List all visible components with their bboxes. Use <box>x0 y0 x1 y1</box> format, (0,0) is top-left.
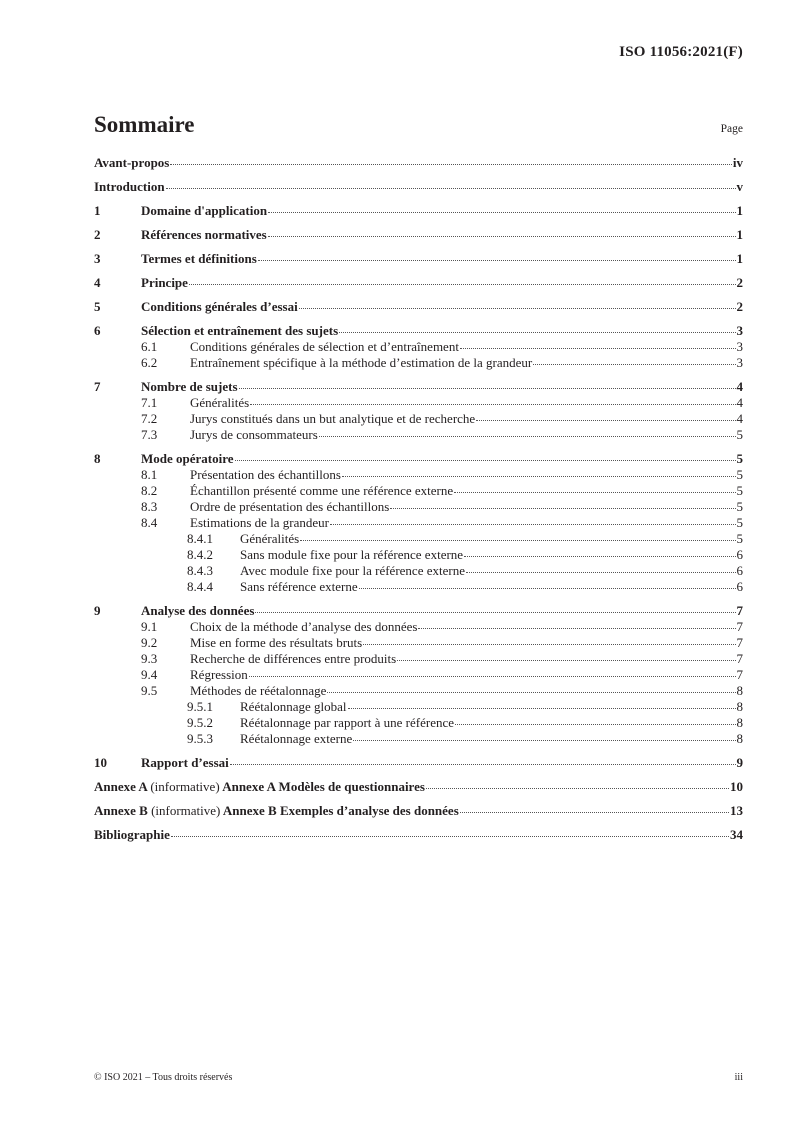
toc-entry-number: 8.3 <box>141 499 158 514</box>
toc-entry-label: Sélection et entraînement des sujets <box>141 323 339 338</box>
toc-entry[interactable] <box>94 355 743 371</box>
toc-entry[interactable] <box>94 699 743 715</box>
toc-entry[interactable] <box>94 499 743 515</box>
dot-leader <box>455 723 735 725</box>
toc-entry-page: 7 <box>736 651 743 666</box>
toc-entry[interactable] <box>94 395 743 411</box>
toc-entry[interactable] <box>94 323 743 339</box>
toc-entry-number: 8.4.2 <box>187 547 213 562</box>
toc-entry-label: Entraînement spécifique à la méthode d’estimation de la grandeur <box>190 355 533 370</box>
dot-leader <box>348 707 736 709</box>
toc-entry-label: Réétalonnage global <box>240 699 347 714</box>
toc-entry-page: 7 <box>736 667 743 682</box>
title-row <box>94 112 743 138</box>
toc-entry-number: 5 <box>94 299 101 314</box>
toc-entry[interactable] <box>94 683 743 699</box>
toc-entry-page: 8 <box>736 699 743 714</box>
dot-leader <box>268 211 735 213</box>
toc-entry-page: 5 <box>736 483 743 498</box>
dot-leader <box>230 763 736 765</box>
dot-leader <box>171 835 729 837</box>
toc-entry[interactable] <box>94 603 743 619</box>
toc-entry-page: 5 <box>736 467 743 482</box>
toc-entry-label: Présentation des échantillons <box>190 467 341 482</box>
toc-entry[interactable] <box>94 531 743 547</box>
toc-annex-entry[interactable] <box>94 779 743 795</box>
toc-entry[interactable] <box>94 203 743 219</box>
toc-entry-page: 4 <box>736 411 743 426</box>
toc-entry-label: Rapport d’essai <box>141 755 229 770</box>
toc-entry-page: 5 <box>736 427 743 442</box>
toc-entry[interactable] <box>94 731 743 747</box>
table-of-contents <box>94 155 743 843</box>
toc-entry-label: Mise en forme des résultats bruts <box>190 635 363 650</box>
toc-entry-label: Réétalonnage par rapport à une référence <box>240 715 455 730</box>
toc-entry-number: 9.5.1 <box>187 699 213 714</box>
toc-entry-page: 34 <box>730 827 743 842</box>
toc-entry-page: 2 <box>736 299 743 314</box>
dot-leader <box>464 555 735 557</box>
toc-entry[interactable] <box>94 635 743 651</box>
toc-entry-label: Ordre de présentation des échantillons <box>190 499 390 514</box>
toc-entry-label: Principe <box>141 275 188 290</box>
toc-bibliography-entry[interactable] <box>94 827 743 843</box>
toc-entry-page: 4 <box>736 395 743 410</box>
toc-entry-label: Choix de la méthode d’analyse des données <box>190 619 418 634</box>
toc-entry-page: 13 <box>730 803 743 818</box>
toc-entry-page: 10 <box>730 779 743 794</box>
toc-entry[interactable] <box>94 667 743 683</box>
dot-leader <box>353 739 735 741</box>
dot-leader <box>327 691 735 693</box>
annex-kind: (informative) <box>150 779 220 794</box>
toc-entry-number: 7 <box>94 379 101 394</box>
toc-entry[interactable] <box>94 579 743 595</box>
dot-leader <box>166 187 736 189</box>
toc-entry-number: 8.4 <box>141 515 158 530</box>
annex-label <box>94 803 459 819</box>
toc-entry[interactable] <box>94 339 743 355</box>
toc-entry-number: 8.1 <box>141 467 158 482</box>
toc-entry-number: 9.5 <box>141 683 158 698</box>
toc-entry-number: 9.5.2 <box>187 715 213 730</box>
page-number: iii <box>734 1072 743 1083</box>
toc-entry-page: 5 <box>736 451 743 466</box>
toc-entry-page: 7 <box>736 635 743 650</box>
dot-leader <box>390 507 735 509</box>
annex-label <box>94 779 425 795</box>
toc-entry-page: 5 <box>736 515 743 530</box>
toc-entry-number: 8.2 <box>141 483 158 498</box>
dot-leader <box>460 811 729 813</box>
toc-entry-page: 5 <box>736 499 743 514</box>
toc-entry-page: 8 <box>736 731 743 746</box>
toc-entry-number: 8.4.1 <box>187 531 213 546</box>
toc-entry-page: 8 <box>736 683 743 698</box>
dot-leader <box>300 539 735 541</box>
toc-entry-label: Avant-propos <box>94 155 170 170</box>
toc-entry-page: 7 <box>736 619 743 634</box>
toc-entry[interactable] <box>94 275 743 291</box>
toc-entry-label: Analyse des données <box>141 603 255 618</box>
dot-leader <box>258 259 736 261</box>
toc-entry-page: 4 <box>736 379 743 394</box>
page-column-label: Page <box>720 123 743 135</box>
toc-entry-number: 9.2 <box>141 635 158 650</box>
dot-leader <box>454 491 735 493</box>
toc-entry-label: Méthodes de réétalonnage <box>190 683 327 698</box>
dot-leader <box>418 627 735 629</box>
toc-entry-number: 9.3 <box>141 651 158 666</box>
toc-entry-label: Réétalonnage externe <box>240 731 353 746</box>
toc-entry-page: v <box>736 179 743 194</box>
toc-entry[interactable] <box>94 715 743 731</box>
toc-entry-label: Généralités <box>240 531 300 546</box>
dot-leader <box>189 283 736 285</box>
toc-entry-page: 8 <box>736 715 743 730</box>
annex-prefix: Annexe A <box>94 779 148 794</box>
toc-entry-page: 1 <box>736 227 743 242</box>
toc-entry-page: 6 <box>736 579 743 594</box>
toc-entry-label: Généralités <box>190 395 250 410</box>
toc-annex-entry[interactable] <box>94 803 743 819</box>
toc-entry-label: Estimations de la grandeur <box>190 515 329 530</box>
toc-entry[interactable] <box>94 651 743 667</box>
toc-entry-label: Sans référence externe <box>240 579 358 594</box>
dot-leader <box>235 459 736 461</box>
toc-entry-number: 6.1 <box>141 339 158 354</box>
toc-entry-page: 2 <box>736 275 743 290</box>
toc-entry[interactable] <box>94 563 743 579</box>
toc-entry-number: 9.4 <box>141 667 158 682</box>
toc-entry-number: 8.4.3 <box>187 563 213 578</box>
toc-entry-page: 5 <box>736 531 743 546</box>
toc-entry-label: Mode opératoire <box>141 451 234 466</box>
page-footer <box>94 1072 743 1083</box>
dot-leader <box>319 435 736 437</box>
toc-entry-page: 9 <box>736 755 743 770</box>
dot-leader <box>426 787 729 789</box>
dot-leader <box>363 643 735 645</box>
dot-leader <box>397 659 735 661</box>
toc-entry-label: Références normatives <box>141 227 267 242</box>
toc-entry-number: 6 <box>94 323 101 338</box>
dot-leader <box>460 347 736 349</box>
toc-entry[interactable] <box>94 547 743 563</box>
toc-entry-page: 3 <box>736 339 743 354</box>
toc-entry[interactable] <box>94 483 743 499</box>
dot-leader <box>255 611 735 613</box>
annex-title: Annexe A Modèles de questionnaires <box>222 779 425 794</box>
dot-leader <box>339 331 735 333</box>
toc-entry-number: 7.1 <box>141 395 158 410</box>
toc-entry[interactable] <box>94 755 743 771</box>
toc-entry-number: 7.3 <box>141 427 158 442</box>
toc-entry[interactable] <box>94 451 743 467</box>
dot-leader <box>249 675 736 677</box>
toc-entry-page: 6 <box>736 547 743 562</box>
toc-entry-label: Recherche de différences entre produits <box>190 651 397 666</box>
toc-entry-page: 1 <box>736 251 743 266</box>
toc-entry-label: Sans module fixe pour la référence externe <box>240 547 464 562</box>
dot-leader <box>239 387 736 389</box>
copyright-notice: © ISO 2021 – Tous droits réservés <box>94 1072 233 1083</box>
toc-entry[interactable] <box>94 619 743 635</box>
toc-entry-number: 4 <box>94 275 101 290</box>
toc-entry-number: 9.1 <box>141 619 158 634</box>
toc-entry-page: 6 <box>736 563 743 578</box>
dot-leader <box>466 571 736 573</box>
toc-entry-number: 9.5.3 <box>187 731 213 746</box>
toc-entry-number: 2 <box>94 227 101 242</box>
annex-kind: (informative) <box>151 803 221 818</box>
dot-leader <box>476 419 735 421</box>
dot-leader <box>533 363 735 365</box>
toc-entry[interactable] <box>94 251 743 267</box>
toc-entry[interactable] <box>94 427 743 443</box>
toc-entry-label: Conditions générales d’essai <box>141 299 298 314</box>
document-id: ISO 11056:2021(F) <box>619 44 743 60</box>
toc-entry-label: Introduction <box>94 179 165 194</box>
toc-entry-number: 10 <box>94 755 107 770</box>
dot-leader <box>170 163 732 165</box>
dot-leader <box>250 403 735 405</box>
toc-entry-page: 3 <box>736 355 743 370</box>
toc-entry[interactable] <box>94 227 743 243</box>
dot-leader <box>359 587 736 589</box>
toc-entry-label: Conditions générales de sélection et d’entraînement <box>190 339 459 354</box>
toc-entry-label: Avec module fixe pour la référence externe <box>240 563 465 578</box>
toc-entry-label: Domaine d'application <box>141 203 268 218</box>
toc-entry[interactable] <box>94 515 743 531</box>
toc-entry-number: 8 <box>94 451 101 466</box>
toc-entry[interactable] <box>94 411 743 427</box>
dot-leader <box>342 475 736 477</box>
annex-title: Annexe B Exemples d’analyse des données <box>222 803 459 818</box>
toc-entry-page: 3 <box>736 323 743 338</box>
page-title: Sommaire <box>94 112 195 137</box>
toc-entry-label: Termes et définitions <box>141 251 257 266</box>
dot-leader <box>268 235 736 237</box>
toc-entry[interactable] <box>94 379 743 395</box>
toc-entry-page: 1 <box>736 203 743 218</box>
toc-entry[interactable] <box>94 467 743 483</box>
toc-entry-page: iv <box>732 155 743 170</box>
toc-entry-label: Jurys constitués dans un but analytique et de recherche <box>190 411 476 426</box>
toc-entry-page: 7 <box>736 603 743 618</box>
toc-entry[interactable] <box>94 179 743 195</box>
toc-entry-number: 7.2 <box>141 411 158 426</box>
dot-leader <box>330 523 736 525</box>
toc-entry-number: 1 <box>94 203 101 218</box>
toc-entry-label: Jurys de consommateurs <box>190 427 318 442</box>
toc-entry-label: Échantillon présenté comme une référence externe <box>190 483 454 498</box>
toc-entry-label: Bibliographie <box>94 827 170 842</box>
toc-entry-label: Régression <box>190 667 248 682</box>
dot-leader <box>299 307 736 309</box>
toc-entry-number: 6.2 <box>141 355 158 370</box>
annex-prefix: Annexe B <box>94 803 148 818</box>
toc-entry-number: 8.4.4 <box>187 579 213 594</box>
toc-entry[interactable] <box>94 155 743 171</box>
toc-entry-label: Nombre de sujets <box>141 379 238 394</box>
toc-entry-number: 3 <box>94 251 101 266</box>
toc-entry[interactable] <box>94 299 743 315</box>
toc-entry-number: 9 <box>94 603 101 618</box>
